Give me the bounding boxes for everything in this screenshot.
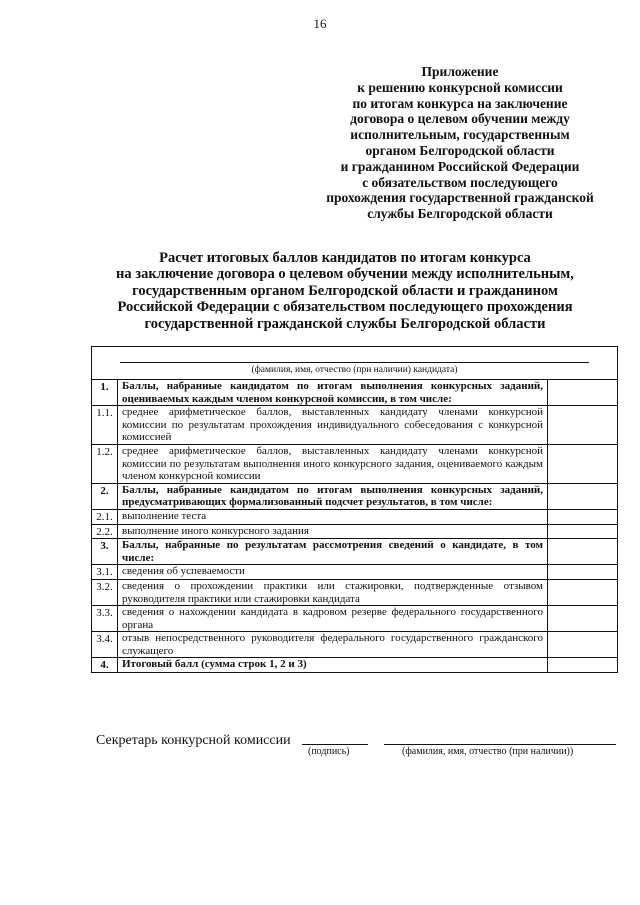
title-line: государственной гражданской службы Белгородской области [144, 315, 546, 332]
score-cell[interactable] [548, 539, 617, 564]
table-row [92, 484, 617, 510]
appendix-line: с обязательством последующего [362, 174, 558, 190]
score-cell[interactable] [548, 580, 617, 605]
candidate-name-header [92, 347, 617, 380]
row-number: 2.1. [92, 510, 118, 524]
document-title [80, 250, 610, 332]
row-number: 3. [92, 539, 118, 564]
appendix-line: договора о целевом обучении между [350, 111, 570, 127]
candidate-name-caption: (фамилия, имя, отчество (при наличии) кандидата) [251, 365, 458, 375]
candidate-name-line [120, 362, 589, 363]
appendix-line: органом Белгородской области [365, 142, 555, 158]
table-row [92, 510, 617, 525]
title-line: государственным органом Белгородской области и гражданином [132, 282, 558, 299]
score-cell[interactable] [548, 632, 617, 657]
appendix-line: по итогам конкурса на заключение [352, 95, 568, 111]
row-label: Баллы, набранные по результатам рассмотрения сведений о кандидате, в том числе: [118, 539, 548, 564]
secretary-name-caption: (фамилия, имя, отчество (при наличии)) [402, 746, 574, 757]
row-number: 4. [92, 658, 118, 672]
row-label: среднее арифметическое баллов, выставленных кандидату членами конкурсной комиссии по результатам прохождения индивидуального собеседования с конкурсной комиссией [118, 406, 548, 444]
table-row [92, 525, 617, 540]
row-label: среднее арифметическое баллов, выставленных кандидату членами конкурсной комиссии по результатам выполнения иного конкурсного задания, оцениваемого каждым членом конкурсной комиссии [118, 445, 548, 483]
row-label: Баллы, набранные кандидатом по итогам выполнения конкурсных заданий, предусматривающих формализованный подсчет результатов, в том числе: [118, 484, 548, 509]
appendix-line: исполнительным, государственным [350, 127, 570, 143]
row-label: сведения об успеваемости [118, 565, 548, 579]
title-line: на заключение договора о целевом обучении между исполнительным, [116, 266, 574, 283]
title-line: Расчет итоговых баллов кандидатов по итогам конкурса [159, 250, 531, 266]
table-row [92, 406, 617, 445]
row-number: 2.2. [92, 525, 118, 539]
row-number: 3.3. [92, 606, 118, 631]
row-number: 1. [92, 380, 118, 405]
appendix-heading [310, 64, 610, 222]
title-line: Российской Федерации с обязательством последующего прохождения [117, 299, 573, 316]
table-row [92, 380, 617, 406]
score-cell[interactable] [548, 606, 617, 631]
score-cell[interactable] [548, 510, 617, 524]
appendix-line: Приложение [421, 64, 499, 79]
row-label: выполнение теста [118, 510, 548, 524]
row-label: отзыв непосредственного руководителя федерального государственного гражданского служащего [118, 632, 548, 657]
score-cell[interactable] [548, 445, 617, 483]
row-number: 1.2. [92, 445, 118, 483]
appendix-line: к решению конкурсной комиссии [357, 79, 563, 95]
score-cell[interactable] [548, 484, 617, 509]
table-row [92, 445, 617, 484]
signature-caption: (подпись) [308, 746, 350, 757]
secretary-name-line [384, 744, 616, 745]
row-number: 3.4. [92, 632, 118, 657]
row-label: Итоговый балл (сумма строк 1, 2 и 3) [118, 658, 548, 672]
table-row [92, 632, 617, 658]
score-cell[interactable] [548, 380, 617, 405]
table-row [92, 580, 617, 606]
table-row [92, 606, 617, 632]
row-label: сведения о нахождении кандидата в кадровом резерве федерального государственного органа [118, 606, 548, 631]
score-table [91, 346, 618, 673]
row-number: 2. [92, 484, 118, 509]
table-row [92, 539, 617, 565]
appendix-line: прохождения государственной гражданской [326, 190, 594, 206]
score-cell[interactable] [548, 658, 617, 672]
score-cell[interactable] [548, 525, 617, 539]
secretary-label: Секретарь конкурсной комиссии [96, 733, 291, 748]
score-cell[interactable] [548, 565, 617, 579]
table-row [92, 565, 617, 580]
row-number: 1.1. [92, 406, 118, 444]
row-label: Баллы, набранные кандидатом по итогам выполнения конкурсных заданий, оцениваемых каждым членом конкурсной комиссии, в том числе: [118, 380, 548, 405]
row-label: выполнение иного конкурсного задания [118, 525, 548, 539]
row-label: сведения о прохождении практики или стажировки, подтвержденные отзывом руководителя практики или стажировки кандидата [118, 580, 548, 605]
score-cell[interactable] [548, 406, 617, 444]
row-number: 3.2. [92, 580, 118, 605]
appendix-line: службы Белгородской области [367, 206, 553, 222]
appendix-line: и гражданином Российской Федерации [340, 158, 580, 174]
signature-line [302, 744, 368, 745]
row-number: 3.1. [92, 565, 118, 579]
table-row [92, 658, 617, 672]
page-number: 16 [313, 16, 327, 31]
